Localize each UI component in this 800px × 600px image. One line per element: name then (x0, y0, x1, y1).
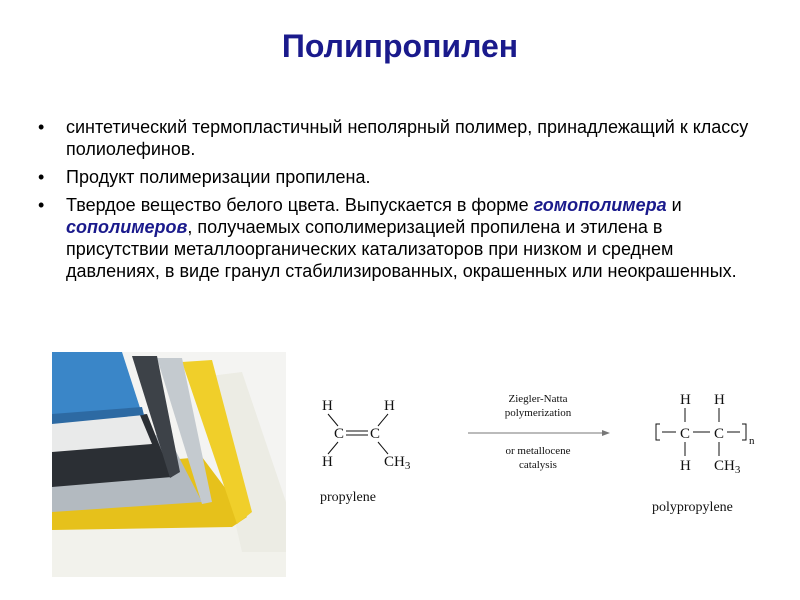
propylene-structure (320, 398, 411, 505)
repeat-n: n (749, 435, 755, 447)
atom-c: C (680, 426, 691, 442)
keyword-copolymers: сополимеров (66, 217, 188, 237)
bullet-list (38, 116, 768, 288)
arrow-label: catalysis (519, 459, 557, 471)
methyl-ch: CH (384, 454, 405, 470)
methyl-ch: CH (714, 458, 735, 474)
product-label: polypropylene (652, 500, 733, 515)
bond (378, 442, 388, 454)
bullet-text-before: Твердое вещество белого цвета. Выпускается в форме (66, 195, 534, 215)
methyl-group (384, 454, 411, 472)
polymerization-reaction (300, 370, 780, 520)
bullet-text-mid: и (666, 195, 682, 215)
keyword-homopolymer: гомополимера (533, 195, 667, 215)
bullet-text: Продукт полимеризации пропилена. (66, 167, 371, 187)
bullet-item (38, 194, 768, 282)
bullet-item (38, 166, 768, 188)
atom-h: H (322, 454, 333, 470)
bracket-right (742, 424, 746, 440)
bracket-left (656, 424, 660, 440)
bond (328, 442, 338, 454)
atom-c: C (370, 426, 381, 442)
atom-h: H (680, 458, 691, 474)
atom-h: H (384, 398, 395, 414)
polypropylene-structure (652, 392, 755, 515)
methyl-subscript: 3 (404, 460, 411, 472)
bullet-text-after: , получаемых сополимеризацией пропилена и этилена в присутствии металлоорганических катализаторов при низком и среднем давлениях, в виде гранул стабилизированных, окрашенных или неокрашенных. (66, 217, 737, 281)
atom-c: C (334, 426, 345, 442)
atom-h: H (714, 392, 725, 408)
bullet-dot: • (38, 167, 45, 187)
reactant-label: propylene (320, 490, 376, 505)
bond (378, 414, 388, 426)
bullet-item (38, 116, 768, 160)
bullet-dot: • (38, 195, 45, 215)
bond (328, 414, 338, 426)
atom-h: H (680, 392, 691, 408)
methyl-group (714, 458, 741, 476)
atom-h: H (322, 398, 333, 414)
arrow-label: or metallocene (505, 445, 571, 457)
reaction-arrow-group (468, 393, 610, 471)
bullet-text: синтетический термопластичный неполярный полимер, принадлежащий к классу полиолефинов. (66, 117, 749, 159)
methyl-subscript: 3 (734, 464, 741, 476)
arrow-head-icon (602, 430, 610, 436)
atom-c: C (714, 426, 725, 442)
arrow-label: polymerization (504, 407, 572, 419)
bullet-dot: • (38, 117, 45, 137)
slide-title: Полипропилен (281, 28, 519, 64)
arrow-label: Ziegler-Natta (508, 393, 568, 405)
polypropylene-sheets-photo (52, 352, 286, 577)
